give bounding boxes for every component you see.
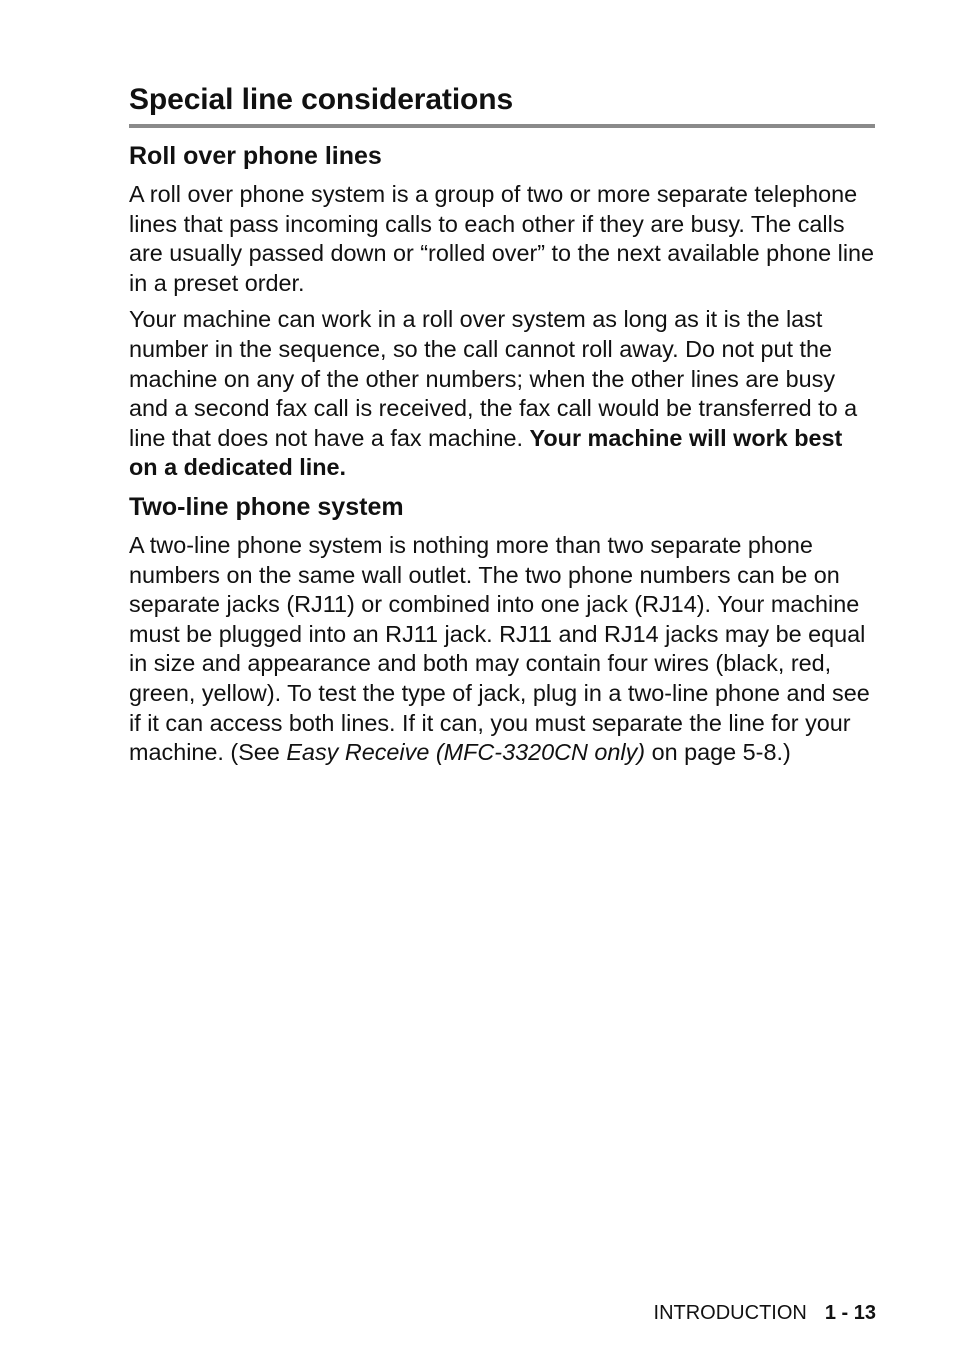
twoline-heading: Two-line phone system (129, 492, 404, 521)
footer-chapter: INTRODUCTION (653, 1302, 807, 1324)
rollover-paragraph-2-emphasis: Your machine will work best on a dedicated line. (129, 424, 843, 481)
rollover-heading: Roll over phone lines (129, 142, 382, 170)
page-footer (654, 1300, 876, 1326)
footer-page-number: 1 - 13 (824, 1302, 876, 1324)
rollover-paragraph-1: A roll over phone system is a group of two or more separate telephone lines that pass incoming calls to each other if they are busy. The calls are usually passed down or “rolled over” to the next available phone line in a preset order. (129, 181, 875, 296)
cross-reference: Easy Receive (MFC-3320CN only) (286, 739, 646, 766)
section-title: Special line considerations (129, 83, 514, 116)
rollover-paragraph-2-text: Your machine can work in a roll over system as long as it is the last number in the sequence, so the call cannot roll away. Do not put the machine on any of the other numbers; when the other lines are busy and a second fax call is received, the fax call would be transferred to a line that does not have a fax machine. (129, 306, 858, 451)
document-page (129, 78, 875, 775)
title-divider (129, 124, 875, 128)
twoline-paragraph-text: A two-line phone system is nothing more than two separate phone numbers on the same wall outlet. The two phone numbers can be on separate jacks (RJ11) or combined into one jack (RJ14). Your machine must be plugged into an RJ11 jack. RJ11 and RJ14 jacks may be equal in size and appearance and both may contain four wires (black, red, green, yellow). To test the type of jack, plug in a two-line phone and see if it can access both lines. If it can, you must separate the line for your machine. (See (129, 531, 870, 766)
twoline-paragraph-tail: on page 5-8.) (645, 739, 791, 766)
rollover-paragraph-2 (129, 305, 875, 483)
twoline-paragraph (129, 531, 875, 768)
